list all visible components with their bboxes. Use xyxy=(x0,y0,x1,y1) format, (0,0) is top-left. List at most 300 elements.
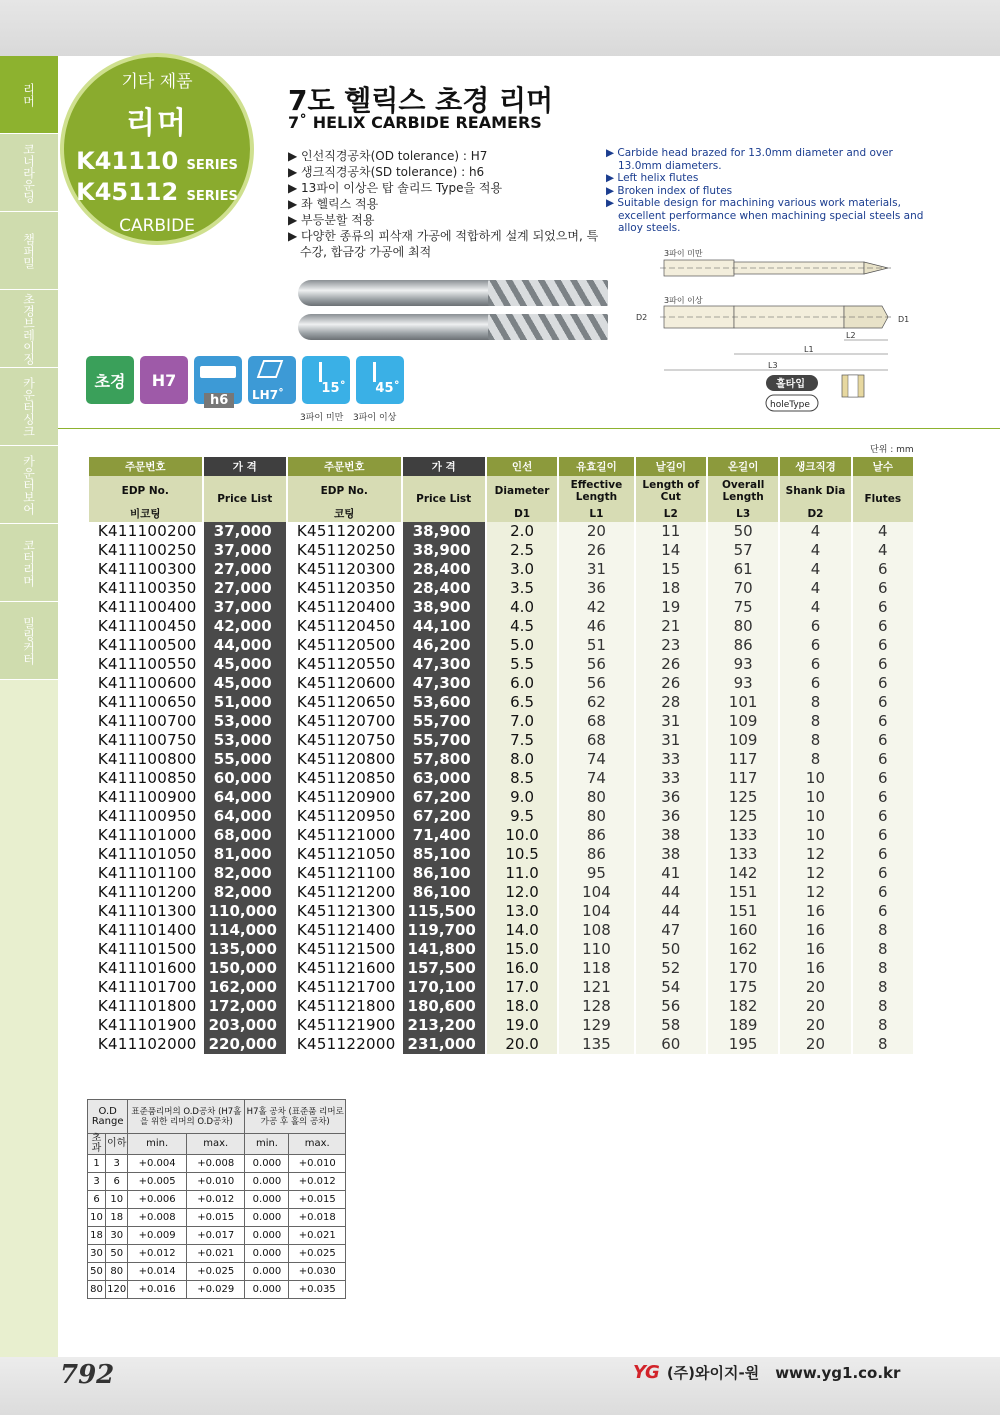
col-header: Overall Length xyxy=(708,476,778,506)
table-row xyxy=(89,807,913,826)
table-cell: 121 xyxy=(559,978,633,997)
tolerance-cell: +0.025 xyxy=(186,1263,245,1281)
table-cell: 109 xyxy=(708,712,778,731)
table-cell: K411100350 xyxy=(97,579,197,597)
tol-subheader: max. xyxy=(186,1134,245,1155)
table-cell: 70 xyxy=(708,579,778,598)
table-cell: 56 xyxy=(559,674,633,693)
tolerance-cell: 120 xyxy=(106,1281,128,1299)
table-cell: 50 xyxy=(708,522,778,541)
tolerance-cell: 0.000 xyxy=(245,1209,289,1227)
tolerance-cell: +0.029 xyxy=(186,1281,245,1299)
table-cell: 8 xyxy=(780,712,850,731)
table-row xyxy=(89,1016,913,1035)
table-cell: 6 xyxy=(853,617,913,636)
table-cell: 67,200 xyxy=(403,788,485,807)
table-cell: 4.0 xyxy=(487,598,557,617)
table-cell: 6.0 xyxy=(487,674,557,693)
table-cell: 20 xyxy=(780,978,850,997)
table-cell: 26 xyxy=(636,674,706,693)
product-table xyxy=(87,457,915,1054)
table-cell: 16 xyxy=(780,959,850,978)
table-cell: 28,400 xyxy=(403,579,485,598)
feature-item: ▶ Left helix flutes xyxy=(606,172,699,184)
category-name: 리머 xyxy=(126,106,188,141)
table-cell: 175 xyxy=(708,978,778,997)
table-cell: 86 xyxy=(559,826,633,845)
table-cell: K411100700 xyxy=(97,712,197,730)
table-cell: 6 xyxy=(853,750,913,769)
table-cell: 55,000 xyxy=(204,750,286,769)
table-cell: K451120800 xyxy=(296,750,396,768)
feature-item: ▶ Carbide head brazed for 13.0mm diameter and over 13.0mm diameters. xyxy=(606,147,893,172)
table-cell: 41 xyxy=(636,864,706,883)
table-cell: 15.0 xyxy=(487,940,557,959)
page-title: 7도 헬릭스 초경 리머 xyxy=(288,84,554,117)
table-cell: 10 xyxy=(780,826,850,845)
table-cell: 6 xyxy=(780,674,850,693)
table-cell: 104 xyxy=(559,883,633,902)
table-cell: K451121500 xyxy=(296,940,396,958)
label-d2: D2 xyxy=(636,313,648,322)
tolerance-cell: +0.012 xyxy=(128,1245,187,1263)
table-cell: 62 xyxy=(559,693,633,712)
table-cell: 47 xyxy=(636,921,706,940)
table-cell: 231,000 xyxy=(403,1035,485,1054)
table-cell: K451120850 xyxy=(296,769,396,787)
table-cell: 56 xyxy=(559,655,633,674)
table-row xyxy=(89,731,913,750)
series-1: K41110 SERIES xyxy=(76,147,238,175)
col-header: 유효길이 xyxy=(559,457,633,476)
tolerance-cell: +0.025 xyxy=(289,1245,346,1263)
table-cell: 6 xyxy=(853,826,913,845)
table-cell: 170 xyxy=(708,959,778,978)
table-cell: 182 xyxy=(708,997,778,1016)
tolerance-cell: 6 xyxy=(88,1191,106,1209)
table-cell: 8.5 xyxy=(487,769,557,788)
col-subheader: D1 xyxy=(487,506,557,522)
tolerance-cell: 30 xyxy=(88,1245,106,1263)
table-cell: 42,000 xyxy=(204,617,286,636)
tolerance-cell: +0.010 xyxy=(186,1173,245,1191)
website-url: www.yg1.co.kr xyxy=(775,1363,901,1382)
tolerance-row xyxy=(88,1281,346,1299)
table-cell: 18.0 xyxy=(487,997,557,1016)
table-cell: 9.0 xyxy=(487,788,557,807)
col-subheader: 비코팅 xyxy=(89,506,202,522)
page-subtitle: 7˚ HELIX CARBIDE REAMERS xyxy=(288,113,542,132)
table-cell: 80 xyxy=(708,617,778,636)
sidebar-tab-label: 리머 xyxy=(21,82,36,107)
table-cell: 118 xyxy=(559,959,633,978)
table-cell: 4 xyxy=(780,522,850,541)
table-cell: 80 xyxy=(559,788,633,807)
features-korean xyxy=(288,148,608,260)
table-cell: 16 xyxy=(780,902,850,921)
table-cell: 6 xyxy=(853,902,913,921)
table-cell: 82,000 xyxy=(204,864,286,883)
table-cell: 38 xyxy=(636,845,706,864)
table-row xyxy=(89,712,913,731)
table-cell: 36 xyxy=(636,807,706,826)
table-row xyxy=(89,655,913,674)
label-over3: 3파이 이상 xyxy=(664,296,703,305)
feature-item: ▶ 인선직경공차(OD tolerance) : H7 xyxy=(288,149,488,163)
table-cell: K451121000 xyxy=(296,826,396,844)
table-cell: 27,000 xyxy=(204,560,286,579)
table-cell: 125 xyxy=(708,807,778,826)
table-cell: 37,000 xyxy=(204,522,286,541)
category-badge xyxy=(60,53,254,245)
sidebar-tab[interactable] xyxy=(0,56,58,134)
table-cell: K411100600 xyxy=(97,674,197,692)
table-cell: 4 xyxy=(853,522,913,541)
table-cell: 162,000 xyxy=(204,978,286,997)
table-cell: 80 xyxy=(559,807,633,826)
table-cell: K451120650 xyxy=(296,693,396,711)
col-header: EDP No. xyxy=(288,476,401,506)
feature-item: ▶ 생크직경공차(SD tolerance) : h6 xyxy=(288,165,485,179)
page-number: 792 xyxy=(60,1360,115,1390)
table-cell: 60 xyxy=(636,1035,706,1054)
table-cell: K411101900 xyxy=(97,1016,197,1034)
tolerance-cell: 0.000 xyxy=(245,1191,289,1209)
table-cell: 86,100 xyxy=(403,883,485,902)
table-cell: K451120600 xyxy=(296,674,396,692)
tolerance-cell: +0.012 xyxy=(289,1173,346,1191)
table-cell: 20.0 xyxy=(487,1035,557,1054)
table-cell: K411100950 xyxy=(97,807,197,825)
col-header: 주문번호 xyxy=(288,457,401,476)
feature-item: ▶ Suitable design for machining various work materials, excellent performance when machining special steels and alloy steels. xyxy=(606,197,924,234)
brand xyxy=(633,1362,900,1383)
table-cell: 42 xyxy=(559,598,633,617)
table-cell: 46 xyxy=(559,617,633,636)
table-cell: K411100300 xyxy=(97,560,197,578)
table-cell: 10 xyxy=(780,788,850,807)
table-cell: 38 xyxy=(636,826,706,845)
table-cell: 58 xyxy=(636,1016,706,1035)
table-cell: 74 xyxy=(559,769,633,788)
tolerance-table xyxy=(87,1099,346,1299)
table-cell: 8 xyxy=(853,940,913,959)
table-cell: 160 xyxy=(708,921,778,940)
table-cell: 36 xyxy=(559,579,633,598)
sidebar-tab[interactable] xyxy=(0,290,58,368)
table-cell: 95 xyxy=(559,864,633,883)
table-cell: 37,000 xyxy=(204,598,286,617)
table-cell: 19.0 xyxy=(487,1016,557,1035)
table-cell: 4 xyxy=(853,541,913,560)
table-cell: K411101050 xyxy=(97,845,197,863)
tol-h7-header: H7홀 공차 (표준품 리머로 가공 후 홀의 공차) xyxy=(245,1100,346,1134)
tolerance-cell: 10 xyxy=(88,1209,106,1227)
divider xyxy=(58,428,1000,429)
table-cell: K451121400 xyxy=(296,921,396,939)
table-cell: K411101500 xyxy=(97,940,197,958)
tolerance-row xyxy=(88,1191,346,1209)
table-cell: 151 xyxy=(708,883,778,902)
tol-subheader: 초과 xyxy=(88,1134,106,1155)
table-cell: 86 xyxy=(559,845,633,864)
table-cell: 20 xyxy=(559,522,633,541)
tolerance-cell: 0.000 xyxy=(245,1173,289,1191)
table-cell: 3.0 xyxy=(487,560,557,579)
product-rows xyxy=(89,522,913,1054)
table-cell: 68,000 xyxy=(204,826,286,845)
table-cell: 53,600 xyxy=(403,693,485,712)
table-cell: 82,000 xyxy=(204,883,286,902)
table-cell: 8 xyxy=(853,1016,913,1035)
label-under3: 3파이 미만 xyxy=(664,249,703,258)
tolerance-cell: +0.021 xyxy=(289,1227,346,1245)
table-cell: 10.5 xyxy=(487,845,557,864)
table-cell: 18 xyxy=(636,579,706,598)
table-row xyxy=(89,636,913,655)
table-cell: K411101800 xyxy=(97,997,197,1015)
table-cell: 52 xyxy=(636,959,706,978)
col-header: Shank Dia xyxy=(780,476,850,506)
table-cell: 68 xyxy=(559,731,633,750)
table-cell: 157,500 xyxy=(403,959,485,978)
sidebar-tab[interactable] xyxy=(0,368,58,446)
table-cell: 6 xyxy=(853,636,913,655)
table-cell: 8 xyxy=(780,693,850,712)
hole-type-en: holeType xyxy=(770,400,810,410)
table-row xyxy=(89,769,913,788)
table-cell: 50 xyxy=(636,940,706,959)
col-header: 가 격 xyxy=(403,457,485,476)
table-cell: K411101700 xyxy=(97,978,197,996)
col-header: Diameter xyxy=(487,476,557,506)
table-cell: 162 xyxy=(708,940,778,959)
table-cell: K451120250 xyxy=(296,541,396,559)
table-cell: K451121700 xyxy=(296,978,396,996)
table-cell: 44 xyxy=(636,902,706,921)
sidebar-tab[interactable] xyxy=(0,524,58,602)
tolerance-cell: +0.030 xyxy=(289,1263,346,1281)
table-row xyxy=(89,788,913,807)
table-cell: 12 xyxy=(780,845,850,864)
chamfer-45-icon: 45˚ xyxy=(356,356,404,404)
table-cell: 5.5 xyxy=(487,655,557,674)
tolerance-cell: +0.005 xyxy=(128,1173,187,1191)
table-cell: 61 xyxy=(708,560,778,579)
col-subheader: L3 xyxy=(708,506,778,522)
table-cell: K411100550 xyxy=(97,655,197,673)
table-cell: 5.0 xyxy=(487,636,557,655)
table-cell: 142 xyxy=(708,864,778,883)
table-cell: K451120950 xyxy=(296,807,396,825)
table-row xyxy=(89,541,913,560)
table-cell: 60,000 xyxy=(204,769,286,788)
left-helix-icon: LH7˚ xyxy=(248,356,296,404)
table-cell: 133 xyxy=(708,826,778,845)
table-cell: 10 xyxy=(780,769,850,788)
table-cell: 51 xyxy=(559,636,633,655)
table-cell: 119,700 xyxy=(403,921,485,940)
col-header: 날수 xyxy=(853,457,913,476)
tolerance-cell: +0.017 xyxy=(186,1227,245,1245)
table-cell: 6 xyxy=(853,807,913,826)
table-cell: 115,500 xyxy=(403,902,485,921)
col-header: Length of Cut xyxy=(636,476,706,506)
table-cell: 12 xyxy=(780,864,850,883)
sidebar-tab-label: 카운터보어 xyxy=(21,454,36,515)
table-cell: 220,000 xyxy=(204,1035,286,1054)
tolerance-cell: +0.021 xyxy=(186,1245,245,1263)
table-cell: K451121200 xyxy=(296,883,396,901)
table-cell: 6 xyxy=(853,674,913,693)
feature-item: ▶ 좌 헬릭스 적용 xyxy=(288,197,379,211)
feature-item: ▶ 다양한 종류의 피삭재 가공에 적합하게 설계 되었으며, 특수강, 합금강 가공에 최적 xyxy=(288,229,599,259)
table-row xyxy=(89,997,913,1016)
header-row-en xyxy=(89,476,913,506)
table-cell: K411101000 xyxy=(97,826,197,844)
table-cell: 68 xyxy=(559,712,633,731)
sidebar-tab[interactable] xyxy=(0,212,58,290)
table-cell: 114,000 xyxy=(204,921,286,940)
tolerance-cell: 10 xyxy=(106,1191,128,1209)
table-cell: 6 xyxy=(853,693,913,712)
tolerance-cell: +0.010 xyxy=(289,1155,346,1173)
table-cell: 75 xyxy=(708,598,778,617)
tol-subheader: min. xyxy=(245,1134,289,1155)
table-cell: 67,200 xyxy=(403,807,485,826)
table-cell: 8 xyxy=(780,750,850,769)
tolerance-rows xyxy=(88,1155,346,1299)
table-cell: K451120700 xyxy=(296,712,396,730)
table-cell: 17.0 xyxy=(487,978,557,997)
sidebar-tab[interactable] xyxy=(0,446,58,524)
table-cell: 44 xyxy=(636,883,706,902)
col-subheader: L2 xyxy=(636,506,706,522)
sidebar-tab-label: 초경브레이징 xyxy=(21,292,36,365)
table-cell: K451120350 xyxy=(296,579,396,597)
tolerance-cell: +0.008 xyxy=(186,1155,245,1173)
table-cell: 55,700 xyxy=(403,731,485,750)
table-cell: 23 xyxy=(636,636,706,655)
label-d1: D1 xyxy=(898,315,910,324)
icon-note: 3파이 이상 xyxy=(353,413,397,423)
table-cell: 141,800 xyxy=(403,940,485,959)
table-cell: 14 xyxy=(636,541,706,560)
table-cell: K451121100 xyxy=(296,864,396,882)
label-l3: L3 xyxy=(768,361,778,370)
table-cell: 11.0 xyxy=(487,864,557,883)
top-bar xyxy=(0,0,1000,56)
table-cell: 189 xyxy=(708,1016,778,1035)
table-cell: 93 xyxy=(708,674,778,693)
table-cell: K411100850 xyxy=(97,769,197,787)
table-cell: 4 xyxy=(780,541,850,560)
sidebar-tab-label: 밀링커터 xyxy=(21,616,36,665)
table-cell: 8 xyxy=(853,997,913,1016)
sidebar-tab-label: 카운터싱크 xyxy=(21,376,36,437)
table-cell: 6 xyxy=(853,712,913,731)
tolerance-cell: 50 xyxy=(106,1245,128,1263)
table-cell: K411101200 xyxy=(97,883,197,901)
tolerance-cell: +0.014 xyxy=(128,1263,187,1281)
table-cell: 117 xyxy=(708,769,778,788)
table-row xyxy=(89,921,913,940)
table-row xyxy=(89,826,913,845)
tolerance-cell: 80 xyxy=(88,1281,106,1299)
table-cell: 2.5 xyxy=(487,541,557,560)
tolerance-cell: 6 xyxy=(106,1173,128,1191)
table-cell: 55,700 xyxy=(403,712,485,731)
tolerance-row xyxy=(88,1245,346,1263)
table-cell: 7.5 xyxy=(487,731,557,750)
table-row xyxy=(89,1035,913,1054)
table-cell: 150,000 xyxy=(204,959,286,978)
tolerance-cell: 0.000 xyxy=(245,1227,289,1245)
table-cell: 4.5 xyxy=(487,617,557,636)
table-cell: 12 xyxy=(780,883,850,902)
tolerance-cell: +0.015 xyxy=(289,1191,346,1209)
tolerance-row xyxy=(88,1155,346,1173)
tol-subheader: 이하 xyxy=(106,1134,128,1155)
table-cell: 135,000 xyxy=(204,940,286,959)
tolerance-cell: 18 xyxy=(88,1227,106,1245)
table-row xyxy=(89,598,913,617)
table-cell: 85,100 xyxy=(403,845,485,864)
table-cell: 71,400 xyxy=(403,826,485,845)
material-label: CARBIDE xyxy=(119,216,195,236)
table-cell: 133 xyxy=(708,845,778,864)
col-header: 주문번호 xyxy=(89,457,202,476)
table-cell: 6 xyxy=(853,883,913,902)
table-cell: 16 xyxy=(780,921,850,940)
sidebar-tab-label: 챔퍼밀 xyxy=(21,232,36,269)
table-cell: 19 xyxy=(636,598,706,617)
col-header: EDP No. xyxy=(89,476,202,506)
yg-logo: YG xyxy=(633,1362,659,1383)
tolerance-cell: 80 xyxy=(106,1263,128,1281)
series-2: K45112 SERIES xyxy=(76,178,238,206)
tolerance-cell: 18 xyxy=(106,1209,128,1227)
table-cell: K451121900 xyxy=(296,1016,396,1034)
reamer-image xyxy=(298,314,608,340)
table-cell: 104 xyxy=(559,902,633,921)
table-cell: 6 xyxy=(853,769,913,788)
chamfer-15-icon: 15˚ xyxy=(302,356,350,404)
table-cell: 36 xyxy=(636,788,706,807)
reamer-diagram xyxy=(636,240,920,420)
sidebar-tab[interactable] xyxy=(0,134,58,212)
table-cell: 6 xyxy=(853,560,913,579)
col-subheader: L1 xyxy=(559,506,633,522)
table-row xyxy=(89,883,913,902)
table-cell: 6 xyxy=(853,579,913,598)
table-cell: 64,000 xyxy=(204,807,286,826)
sidebar-tab[interactable] xyxy=(0,602,58,680)
feature-item: ▶ Broken index of flutes xyxy=(606,184,733,197)
table-cell: 14.0 xyxy=(487,921,557,940)
table-cell: 6.5 xyxy=(487,693,557,712)
label-l2: L2 xyxy=(846,331,856,340)
table-row xyxy=(89,560,913,579)
table-cell: K451120750 xyxy=(296,731,396,749)
table-cell: 81,000 xyxy=(204,845,286,864)
table-cell: 20 xyxy=(780,997,850,1016)
tolerance-cell: +0.018 xyxy=(289,1209,346,1227)
tol-subheader: min. xyxy=(128,1134,187,1155)
category-label: 기타 제품 xyxy=(121,72,193,92)
table-cell: 15 xyxy=(636,560,706,579)
tolerance-row xyxy=(88,1209,346,1227)
